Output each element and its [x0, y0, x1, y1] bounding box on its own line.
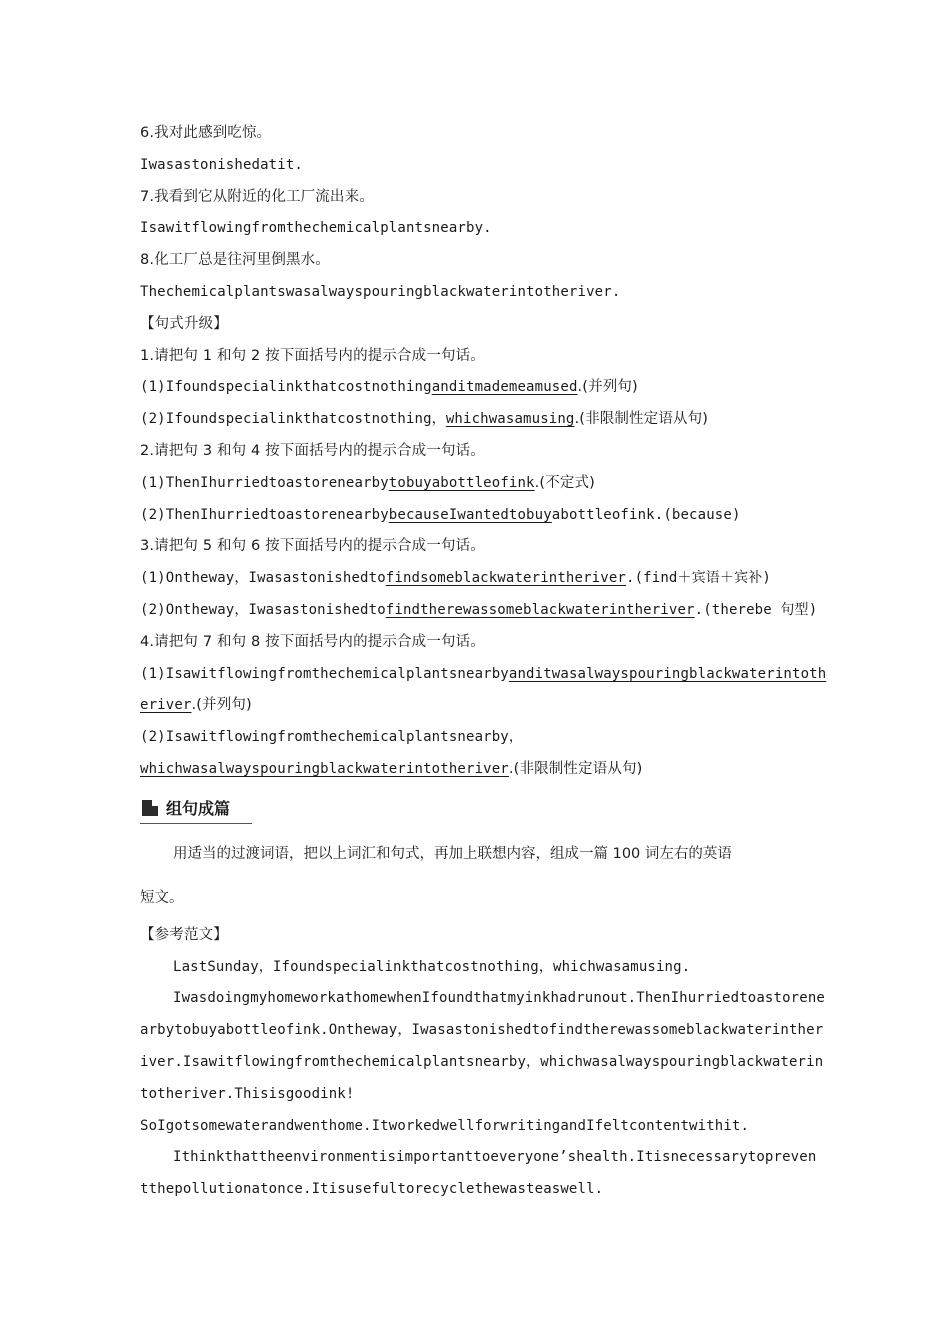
answer-prefix: (1)Ifoundspecialinkthatcostnothing: [140, 379, 432, 396]
answer-hint: .(非限制性定语从句): [574, 411, 709, 428]
compose-instruction-line-1: 用适当的过渡词语，把以上词汇和句式，再加上联想内容，组成一篇 100 词左右的英语: [173, 845, 732, 862]
answer-underlined: whichwasalwayspouringblackwaterintotheriver: [140, 760, 509, 777]
answer-hint: .(不定式): [534, 474, 595, 491]
upgrade-1-answer-1: [140, 372, 812, 404]
answer-underlined: becauseIwantedtobuy: [388, 506, 552, 523]
upgrade-3-answer-1: [140, 563, 812, 595]
answer-hint: .(find＋宾语＋宾补): [626, 570, 771, 587]
upgrade-4-answer-2: (2)Isawitflowingfromthechemicalplantsnearby，: [140, 729, 524, 746]
upgrade-2-answer-1: [140, 468, 812, 500]
sample-paragraph-4-line-1: Ithinkthattheenvironmentisimportanttoeveryone’shealth.Itisnecessarytopreven: [173, 1149, 817, 1166]
sentence-6-english: Iwasastonishedatit.: [140, 156, 303, 173]
upgrade-question-3: 3.请把句 5 和句 6 按下面括号内的提示合成一句话。: [140, 538, 485, 555]
answer-underlined: anditwasalwayspouringblackwaterintoth: [508, 665, 827, 682]
upgrade-question-1: 1.请把句 1 和句 2 按下面括号内的提示合成一句话。: [140, 347, 485, 364]
answer-hint: .(非限制性定语从句): [508, 760, 643, 777]
sample-paragraph-2-line-3: iver.Isawitflowingfromthechemicalplantsnearby，whichwasalwayspouringblackwaterin: [140, 1053, 824, 1070]
upgrade-1-answer-2: [140, 404, 812, 436]
answer-prefix: (1)Isawitflowingfromthechemicalplantsnearby: [140, 665, 509, 682]
sentence-7-chinese: 7.我看到它从附近的化工厂流出来。: [140, 188, 374, 205]
upgrade-title: 【句式升级】: [140, 315, 228, 332]
answer-underlined: anditmademeamused: [431, 379, 578, 396]
sample-title: 【参考范文】: [140, 926, 228, 943]
answer-underlined: tobuyabottleofink: [388, 474, 535, 491]
compose-instruction-line-2: 短文。: [140, 889, 184, 906]
sentence-8-english: Thechemicalplantswasalwayspouringblackwaterintotheriver.: [140, 283, 621, 300]
sample-paragraph-2-line-1: IwasdoingmyhomeworkathomewhenIfoundthatmyinkhadrunout.ThenIhurriedtoastorene: [173, 990, 825, 1007]
upgrade-4-answer-2-cont: [140, 754, 812, 786]
upgrade-4-answer-1-cont: [140, 690, 812, 722]
answer-prefix: (1)ThenIhurriedtoastorenearby: [140, 474, 389, 491]
answer-hint: .(therebe 句型): [694, 601, 818, 618]
answer-hint: .(并列句): [191, 697, 252, 714]
sentence-6-chinese: 6.我对此感到吃惊。: [140, 125, 272, 141]
answer-underlined: findsomeblackwaterintheriver: [385, 570, 626, 587]
upgrade-question-2: 2.请把句 3 和句 4 按下面括号内的提示合成一句话。: [140, 442, 485, 459]
upgrade-2-answer-2: [140, 500, 812, 532]
upgrade-question-4: 4.请把句 7 和句 8 按下面括号内的提示合成一句话。: [140, 633, 485, 650]
answer-hint: .(并列句): [577, 379, 638, 396]
answer-prefix: (1)Ontheway，Iwasastonishedto: [140, 570, 386, 587]
sample-paragraph-1: LastSunday，Ifoundspecialinkthatcostnothing，whichwasamusing.: [173, 958, 691, 975]
sample-paragraph-2-line-4: totheriver.Thisisgoodink!: [140, 1085, 355, 1102]
answer-underlined: whichwasamusing: [445, 411, 575, 428]
sample-paragraph-3: SoIgotsomewaterandwenthome.ItworkedwellforwritingandIfeltcontentwithit.: [140, 1117, 750, 1134]
section-square-icon: [142, 800, 158, 816]
answer-underlined: findtherewassomeblackwaterintheriver: [385, 601, 695, 618]
sentence-8-chinese: 8.化工厂总是往河里倒黑水。: [140, 252, 330, 269]
compose-heading-text: 组句成篇: [166, 798, 231, 818]
upgrade-3-answer-2: [140, 595, 818, 627]
sample-paragraph-4-line-2: tthepollutionatonce.Itisusefultorecyclethewasteaswell.: [140, 1181, 604, 1198]
answer-underlined: eriver: [140, 697, 192, 714]
upgrade-4-answer-1: [140, 659, 827, 691]
answer-hint: abottleofink.(because): [551, 506, 741, 523]
sentence-7-english: Isawitflowingfromthechemicalplantsnearby.: [140, 220, 492, 237]
answer-prefix: (2)ThenIhurriedtoastorenearby: [140, 506, 389, 523]
heading-underline: [140, 823, 252, 824]
answer-prefix: (2)Ontheway，Iwasastonishedto: [140, 601, 386, 618]
answer-prefix: (2)Ifoundspecialinkthatcostnothing，: [140, 411, 446, 428]
sample-paragraph-2-line-2: arbytobuyabottleofink.Ontheway，Iwasastonishedtofindtherewassomeblackwaterinther: [140, 1022, 824, 1039]
document-page: [140, 118, 827, 1206]
compose-section-heading: [140, 788, 812, 826]
